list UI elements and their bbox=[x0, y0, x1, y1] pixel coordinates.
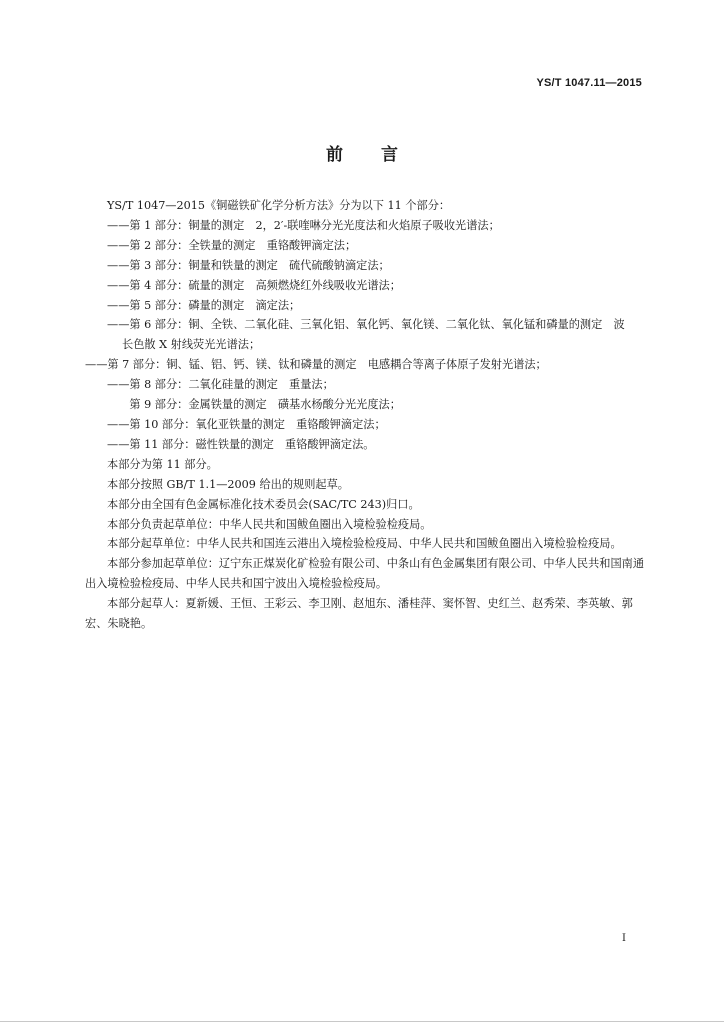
part-item-5: ——第 5 部分：磷量的测定 滴定法； bbox=[107, 298, 301, 312]
part-item-9: 第 9 部分：金属铁量的测定 磺基水杨酸分光光度法； bbox=[107, 398, 401, 412]
part-item-6-continued: 长色散 X 射线荧光光谱法； bbox=[122, 338, 261, 352]
part-item-11: ——第 11 部分：磁性铁量的测定 重铬酸钾滴定法。 bbox=[107, 437, 375, 451]
standard-number: YS/T 1047.11—2015 bbox=[536, 77, 642, 89]
part-item-4: ——第 4 部分：硫量的测定 高频燃烧红外线吸收光谱法； bbox=[107, 278, 401, 292]
paragraph-participating-units: 本部分参加起草单位：辽宁东正煤炭化矿检验有限公司、中条山有色金属集团有限公司、中华人民共和国南通出入境检验检疫局、中华人民共和国宁波出入境检验检疫局。 bbox=[85, 557, 645, 591]
paragraph-part-number: 本部分为第 11 部分。 bbox=[107, 457, 218, 471]
part-item-10: ——第 10 部分：氧化亚铁量的测定 重铬酸钾滴定法； bbox=[107, 417, 386, 431]
part-item-2: ——第 2 部分：全铁量的测定 重铬酸钾滴定法； bbox=[107, 238, 357, 252]
part-item-6: ——第 6 部分：铜、全铁、二氧化硅、三氧化铝、氧化钙、氧化镁、二氧化钛、氧化锰和磷量的测定 波 bbox=[107, 318, 625, 332]
part-item-7: ——第 7 部分：铜、锰、铝、钙、镁、钛和磷量的测定 电感耦合等离子体原子发射光谱法； bbox=[85, 358, 547, 372]
intro-line: YS/T 1047—2015《铜磁铁矿化学分析方法》分为以下 11 个部分： bbox=[107, 199, 451, 212]
document-body bbox=[85, 196, 645, 634]
paragraph-responsible-unit: 本部分负责起草单位：中华人民共和国鲅鱼圈出入境检验检疫局。 bbox=[107, 517, 432, 531]
part-item-8: ——第 8 部分：二氧化硅量的测定 重量法； bbox=[107, 378, 334, 392]
bottom-divider bbox=[0, 1021, 724, 1022]
page-number: I bbox=[622, 933, 626, 944]
paragraph-committee: 本部分由全国有色金属标准化技术委员会(SAC/TC 243)归口。 bbox=[107, 497, 420, 511]
part-item-3: ——第 3 部分：铜量和铁量的测定 硫代硫酸钠滴定法； bbox=[107, 258, 390, 272]
page-title: 前言 bbox=[326, 145, 436, 165]
paragraph-drafting-rules: 本部分按照 GB/T 1.1—2009 给出的规则起草。 bbox=[107, 477, 349, 491]
part-item-1: ——第 1 部分：铜量的测定 2，2′-联喹啉分光光度法和火焰原子吸收光谱法； bbox=[107, 218, 500, 232]
paragraph-drafting-units: 本部分起草单位：中华人民共和国连云港出入境检验检疫局、中华人民共和国鲅鱼圈出入境检验检疫局。 bbox=[107, 537, 622, 551]
paragraph-drafters: 本部分起草人：夏新媛、王恒、王彩云、李卫刚、赵旭东、潘桂萍、窦怀智、史红兰、赵秀荣、李英敏、郭宏、朱晓艳。 bbox=[85, 597, 633, 631]
